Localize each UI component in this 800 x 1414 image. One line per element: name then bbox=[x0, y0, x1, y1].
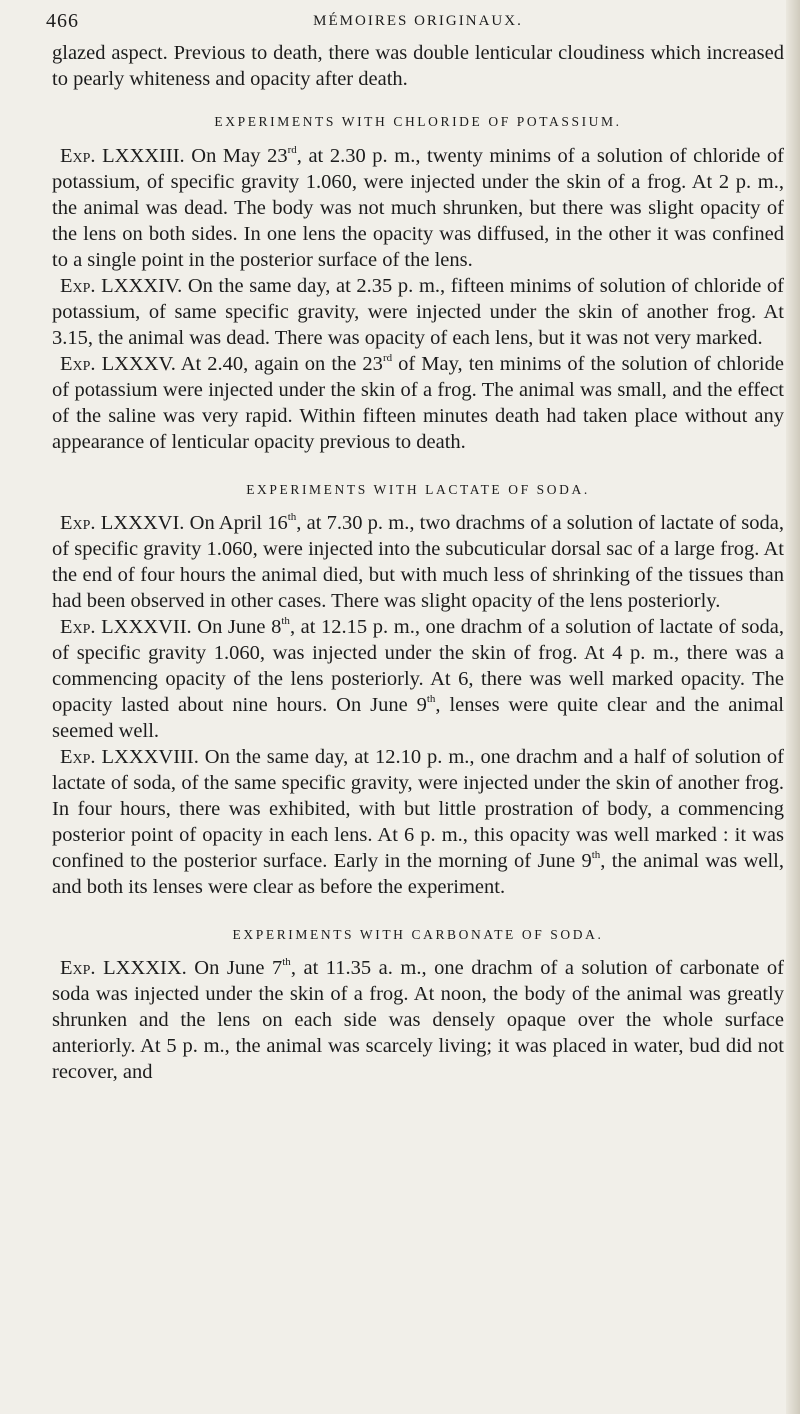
experiment-label: Exp. LXXXVIII. bbox=[60, 746, 199, 768]
running-head bbox=[46, 10, 784, 40]
section-heading-chloride: EXPERIMENTS WITH CHLORIDE OF POTASSIUM. bbox=[214, 114, 622, 129]
page-edge-shadow bbox=[786, 0, 800, 1414]
page bbox=[46, 10, 785, 1085]
section-heading-carbonate: EXPERIMENTS WITH CARBONATE OF SODA. bbox=[232, 927, 604, 942]
experiment-paragraph: Exp. LXXXIX. On June 7th, at 11.35 a. m., one drachm of a solution of carbonate of soda was injected under the skin of a frog. At noon, the body of the animal was greatly shrunken and the lens on each side was densely opaque over the whole surface anteriorly. At 5 p. m., the animal was scarcely living; it was placed in water, bud did not recover, and bbox=[52, 956, 784, 1083]
experiment-paragraph: Exp. LXXXIII. On May 23rd, at 2.30 p. m., twenty minims of a solution of chloride of potassium, of specific gravity 1.060, were injected under the skin of a frog. At 2 p. m., the animal was dead. The body was not much shrunken, but there was slight opacity of the lens on both sides. In one lens the opacity was diffused, in the other it was confined to a single point in the posterior surface of the lens. bbox=[52, 144, 784, 271]
experiment-paragraph: Exp. LXXXVII. On June 8th, at 12.15 p. m., one drachm of a solution of lactate of soda, of specific gravity 1.060, was injected under the skin of frog. At 4 p. m., there was a commencing opacity of the lens posteriorly. At 6, there was well marked opacity. The opacity lasted about nine hours. On June 9th, lenses were quite clear and the animal seemed well. bbox=[52, 615, 785, 742]
experiment-label: Exp. LXXXIII. bbox=[60, 145, 185, 167]
section-heading-lactate: EXPERIMENTS WITH LACTATE OF SODA. bbox=[246, 482, 590, 497]
experiment-label: Exp. LXXXVI. bbox=[60, 512, 185, 534]
experiment-label: Exp. LXXXV. bbox=[60, 353, 176, 375]
intro-paragraph: glazed aspect. Previous to death, there was double lenticular cloudiness which increased to pearly whiteness and opacity after death. bbox=[52, 42, 784, 90]
experiment-paragraph: Exp. LXXXV. At 2.40, again on the 23rd of May, ten minims of the solution of chloride of potassium were injected under the skin of a frog. The animal was small, and the effect of the saline was very rapid. Within fifteen minutes death had taken place without any appearance of lenticular opacity previous to death. bbox=[52, 352, 784, 453]
experiment-paragraph: Exp. LXXXVIII. On the same day, at 12.10 p. m., one drachm and a half of solution of lactate of soda, of the same specific gravity, were injected under the skin of another frog. In four hours, there was exhibited, with but little prostration of body, a commencing posterior point of opacity in each lens. At 6 p. m., this opacity was well marked : it was confined to the posterior surface. Early in the morning of June 9th, the animal was well, and both its lenses were clear as before the experiment. bbox=[52, 746, 784, 898]
experiment-label: Exp. LXXXIX. bbox=[60, 957, 187, 979]
experiment-label: Exp. LXXXIV. bbox=[60, 275, 183, 297]
experiment-paragraph: Exp. LXXXVI. On April 16th, at 7.30 p. m., two drachms of a solution of lactate of soda, of specific gravity 1.060, were injected into the subcuticular dorsal sac of a large frog. At the end of four hours the animal died, but with much less of shrinking of the tissues than had been observed in other cases. There was slight opacity of the lens posteriorly. bbox=[52, 511, 784, 612]
experiment-label: Exp. LXXXVII. bbox=[60, 616, 192, 638]
page-number: 466 bbox=[46, 10, 79, 32]
experiment-paragraph: Exp. LXXXIV. On the same day, at 2.35 p. m., fifteen minims of solution of chloride of potassium, of same specific gravity, were injected under the skin of another frog. At 3.15, the animal was dead. There was opacity of each lens, but it was not very marked. bbox=[52, 275, 785, 349]
running-title: MÉMOIRES ORIGINAUX. bbox=[313, 13, 523, 29]
